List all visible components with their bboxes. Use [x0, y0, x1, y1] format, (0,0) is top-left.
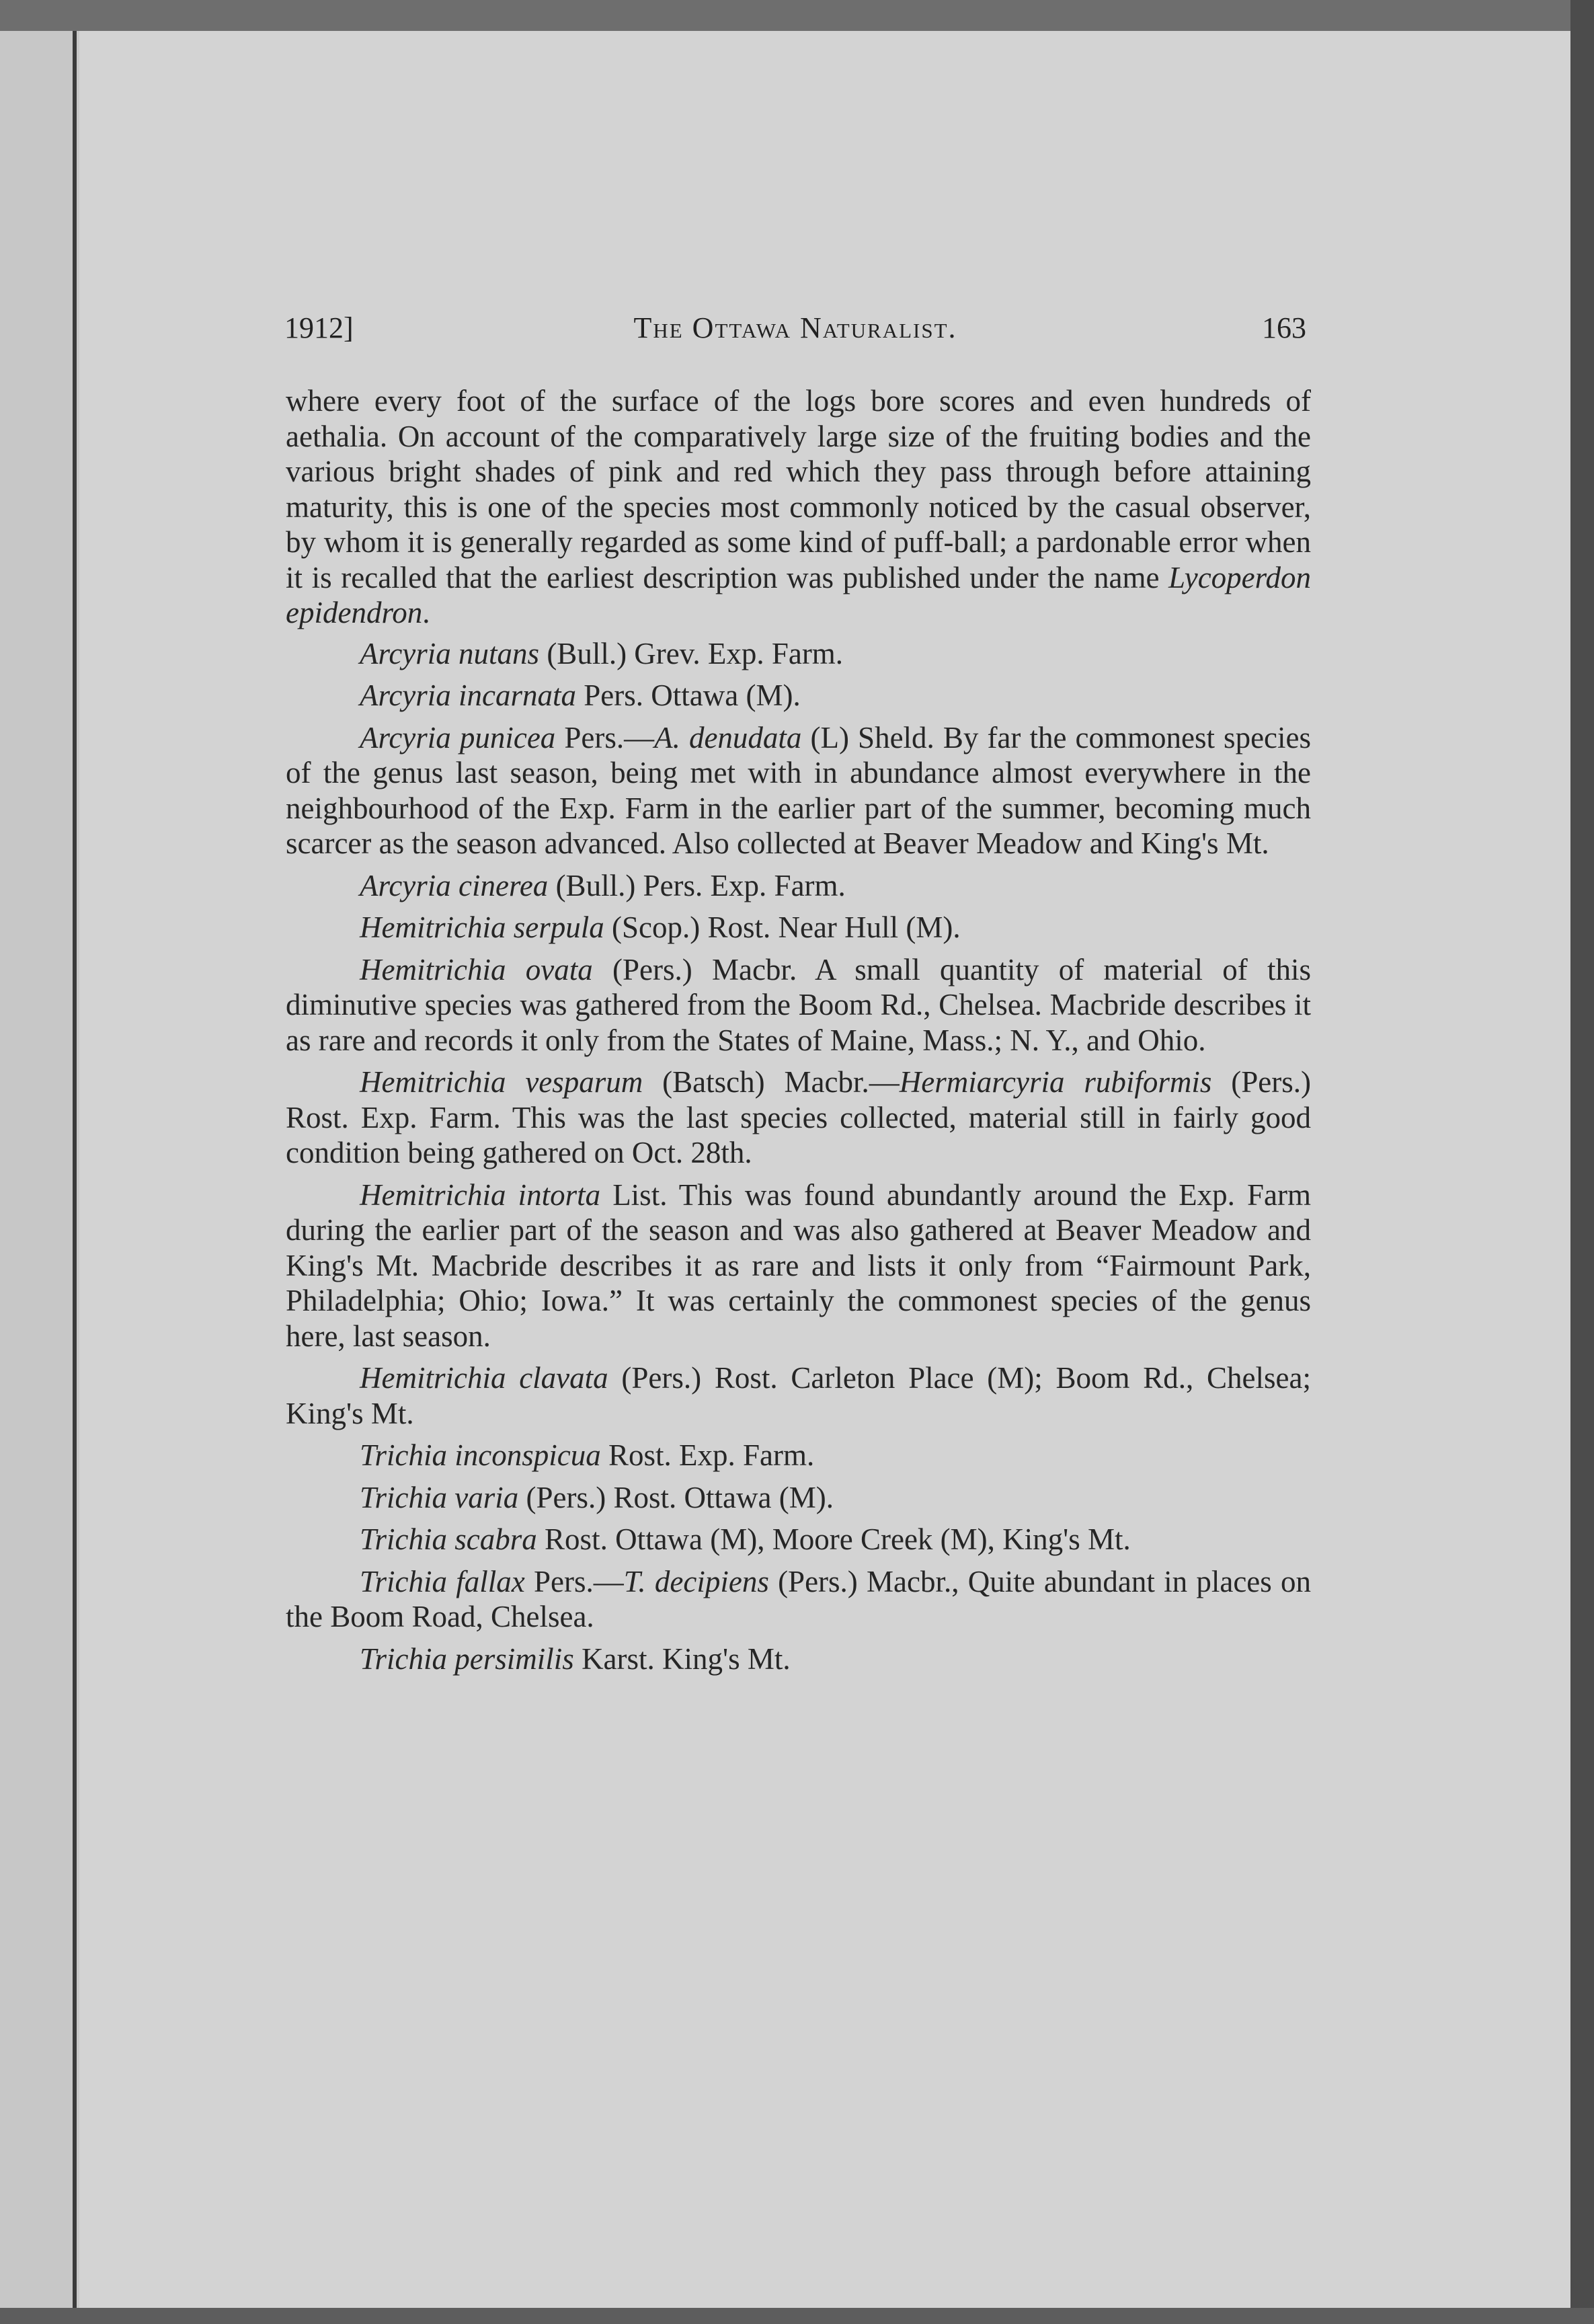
facing-page-edge — [0, 31, 79, 2308]
species-entry: Hemitrichia vesparum (Batsch) Macbr.—Hermiarcyria rubiformis (Pers.) Rost. Exp. Farm. This was the last species collected, material still in fairly good condition being gathered on Oct. 28th. — [286, 1065, 1312, 1169]
running-header — [284, 311, 1306, 351]
journal-title: The Ottawa Naturalist. — [633, 311, 957, 344]
species-entry: Hemitrichia serpula (Scop.) Rost. Near Hull (M). — [360, 911, 961, 944]
species-entry: Arcyria nutans (Bull.) Grev. Exp. Farm. — [360, 636, 844, 670]
scan-top-border — [0, 0, 1594, 35]
species-entry: Arcyria punicea Pers.—A. denudata (L) Sheld. By far the commonest species of the genus last season, being met with in abundance almost everywhere in the neighbourhood of the Exp. Farm in the earlier part of the summer, becoming much scarcer as the season advanced. Also collected at Beaver Meadow and King's Mt. — [286, 720, 1311, 860]
scan-bottom-border — [0, 2308, 1594, 2324]
species-entry: Hemitrichia intorta List. This was found abundantly around the Exp. Farm during the earlier part of the season and was also gathered at Beaver Meadow and King's Mt. Macbride describes it as rare and lists it only from “Fairmount Park, Philadelphia; Ohio; Iowa.” It was certainly the commonest species of the genus here, last season. — [286, 1177, 1312, 1353]
species-entry: Hemitrichia ovata (Pers.) Macbr. A small quantity of material of this diminutive species was gathered from the Boom Rd., Chelsea. Macbride describes it as rare and records it only from the States of Maine, Mass.; N. Y., and Ohio. — [286, 952, 1311, 1057]
paragraph: where every foot of the surface of the logs bore scores and even hundreds of aethalia. On account of the comparatively large size of the fruiting bodies and the various bright shades of pink and red which they pass through before attaining maturity, this is one of the species most commonly noticed by the casual observer, by whom it is generally regarded as some kind of puff-ball; a pardonable error when it is recalled that the earliest description was published under the name Lycoperdon epidendron. — [286, 384, 1311, 629]
species-entry: Arcyria cinerea (Bull.) Pers. Exp. Farm. — [360, 868, 846, 902]
species-entry: Trichia varia (Pers.) Rost. Ottawa (M). — [360, 1480, 834, 1514]
species-entry: Trichia scabra Rost. Ottawa (M), Moore Creek (M), King's Mt. — [360, 1522, 1131, 1556]
page-number: 163 — [1262, 311, 1306, 344]
species-entry: Hemitrichia clavata (Pers.) Rost. Carleton Place (M); Boom Rd., Chelsea; King's Mt. — [286, 1361, 1311, 1430]
species-entry: Trichia inconspicua Rost. Exp. Farm. — [360, 1438, 815, 1472]
species-entry: Trichia persimilis Karst. King's Mt. — [360, 1641, 791, 1676]
binding-line — [73, 31, 77, 2308]
species-entry: Arcyria incarnata Pers. Ottawa (M). — [360, 679, 801, 712]
scan-right-border — [1570, 0, 1594, 2324]
header-year: 1912] — [284, 311, 354, 344]
species-entry: Trichia fallax Pers.—T. decipiens (Pers.) Macbr., Quite abundant in places on the Boom Road, Chelsea. — [286, 1564, 1312, 1633]
article-body — [286, 383, 1311, 1683]
